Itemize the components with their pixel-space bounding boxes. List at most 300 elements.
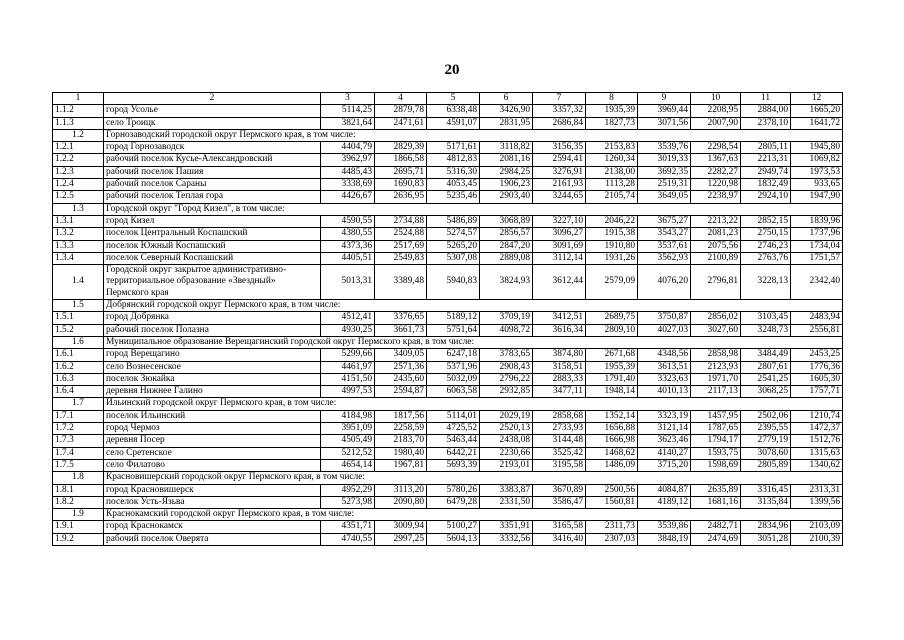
value-cell: 3091,69 [533,240,586,252]
value-cell: 2763,76 [741,252,791,264]
table-row [53,349,843,361]
value-cell: 1757,71 [791,386,843,398]
value-cell: 2331,50 [480,496,533,508]
value-cell: 2796,81 [691,265,741,300]
settlement-name: город Добрянка [104,312,321,324]
value-cell: 1593,75 [691,447,741,459]
value-cell: 2100,39 [791,533,843,545]
value-cell: 1935,39 [586,105,638,117]
value-cell: 1641,72 [791,117,843,129]
value-cell: 3195,58 [533,459,586,471]
value-cell: 2924,10 [741,191,791,203]
value-cell: 1665,20 [791,105,843,117]
value-cell: 2689,75 [586,312,638,324]
value-cell: 1973,53 [791,166,843,178]
settlement-name: село Сретенское [104,447,321,459]
table-row [53,228,843,240]
row-code: 1.9 [53,509,104,521]
group-row [53,300,843,312]
row-code: 1.6.1 [53,349,104,361]
value-cell: 1915,38 [586,228,638,240]
value-cell: 2474,69 [691,533,741,545]
value-cell: 5316,30 [427,166,480,178]
group-name: Красновишерский городской округ Пермского края, в том числе: [104,472,843,484]
value-cell: 3412,51 [533,312,586,324]
value-cell: 2908,43 [480,361,533,373]
value-cell: 2889,08 [480,252,533,264]
value-cell: 5171,61 [427,142,480,154]
value-cell: 2502,06 [741,410,791,422]
value-cell: 2949,74 [741,166,791,178]
table-row [53,410,843,422]
value-cell: 3121,14 [638,423,691,435]
value-cell: 1681,16 [691,496,741,508]
table-row [53,496,843,508]
value-cell: 1260,34 [586,154,638,166]
column-header-4: 4 [375,93,427,105]
value-cell: 4010,13 [638,386,691,398]
value-cell: 2520,13 [480,423,533,435]
value-cell: 2984,25 [480,166,533,178]
row-code: 1.6 [53,336,104,348]
settlement-name: поселок Ильинский [104,410,321,422]
row-code: 1.6.4 [53,386,104,398]
settlement-name: поселок Зюкайка [104,373,321,385]
value-cell: 4140,27 [638,447,691,459]
value-cell: 5114,01 [427,410,480,422]
value-cell: 2746,23 [741,240,791,252]
value-cell: 5273,98 [321,496,375,508]
settlement-name: рабочий поселок Полазна [104,324,321,336]
value-cell: 3351,91 [480,521,533,533]
value-cell: 5100,27 [427,521,480,533]
row-code: 1.5 [53,300,104,312]
value-cell: 3525,42 [533,447,586,459]
value-cell: 2282,27 [691,166,741,178]
row-code: 1.8.2 [53,496,104,508]
settlement-name: город Красновишерск [104,484,321,496]
table-row [53,423,843,435]
value-cell: 2549,83 [375,252,427,264]
table-row [53,533,843,545]
table-row [53,312,843,324]
table-row [53,166,843,178]
table-row [53,459,843,471]
value-cell: 5013,31 [321,265,375,300]
settlement-name: село Филатово [104,459,321,471]
value-cell: 3586,47 [533,496,586,508]
value-cell: 2183,70 [375,435,427,447]
row-code: 1.2.3 [53,166,104,178]
settlement-name: город Горнозаводск [104,142,321,154]
value-cell: 2103,09 [791,521,843,533]
value-cell: 2829,39 [375,142,427,154]
column-header-6: 6 [480,93,533,105]
value-cell: 3383,87 [480,484,533,496]
value-cell: 1666,98 [586,435,638,447]
value-cell: 5189,12 [427,312,480,324]
value-cell: 1948,14 [586,386,638,398]
value-cell: 1794,17 [691,435,741,447]
row-code: 1.9.2 [53,533,104,545]
value-cell: 3112,14 [533,252,586,264]
value-cell: 1832,49 [741,179,791,191]
value-cell: 2378,10 [741,117,791,129]
table-row [53,105,843,117]
column-header-8: 8 [586,93,638,105]
value-cell: 4380,55 [321,228,375,240]
value-cell: 3409,05 [375,349,427,361]
value-cell: 2307,03 [586,533,638,545]
value-cell: 1910,80 [586,240,638,252]
table-row [53,521,843,533]
value-cell: 1113,28 [586,179,638,191]
value-cell: 3376,65 [375,312,427,324]
settlement-name: Городской округ закрытое административно-территориальное образование «Звездный» Пермского края [104,265,321,300]
settlement-name: село Вознесенское [104,361,321,373]
value-cell: 2779,19 [741,435,791,447]
value-cell: 2213,22 [691,215,741,227]
row-code: 1.4 [53,265,104,300]
value-cell: 3078,60 [741,447,791,459]
value-cell: 4725,52 [427,423,480,435]
settlement-name: рабочий поселок Пашия [104,166,321,178]
row-code: 1.7.4 [53,447,104,459]
value-cell: 4512,41 [321,312,375,324]
value-cell: 3562,93 [638,252,691,264]
value-cell: 3389,48 [375,265,427,300]
value-cell: 3951,09 [321,423,375,435]
value-cell: 1980,40 [375,447,427,459]
value-cell: 5486,89 [427,215,480,227]
table-row [53,265,843,300]
value-cell: 2636,95 [375,191,427,203]
table-row [53,447,843,459]
value-cell: 3135,84 [741,496,791,508]
value-cell: 2556,81 [791,324,843,336]
table-row [53,386,843,398]
value-cell: 4053,45 [427,179,480,191]
value-cell: 4654,14 [321,459,375,471]
value-cell: 3649,05 [638,191,691,203]
value-cell: 3096,27 [533,228,586,240]
value-cell: 4930,25 [321,324,375,336]
value-cell: 1367,63 [691,154,741,166]
group-name: Краснокамский городской округ Пермского края, в том числе: [104,509,843,521]
settlement-name: город Кизел [104,215,321,227]
group-name: Городской округ "Город Кизел", в том числе: [104,203,843,215]
table-row [53,191,843,203]
value-cell: 2932,85 [480,386,533,398]
column-header-1: 1 [53,93,104,105]
value-cell: 4404,79 [321,142,375,154]
value-cell: 3612,44 [533,265,586,300]
value-cell: 2483,94 [791,312,843,324]
value-cell: 4084,87 [638,484,691,496]
value-cell: 4505,49 [321,435,375,447]
value-cell: 6338,48 [427,105,480,117]
value-cell: 1340,62 [791,459,843,471]
group-name: Добрянский городской округ Пермского края, в том числе: [104,300,843,312]
value-cell: 2524,88 [375,228,427,240]
value-cell: 6247,18 [427,349,480,361]
value-cell: 1791,40 [586,373,638,385]
settlement-name: поселок Усть-Язьва [104,496,321,508]
row-code: 1.5.2 [53,324,104,336]
value-cell: 1971,70 [691,373,741,385]
row-code: 1.3.1 [53,215,104,227]
value-cell: 3661,73 [375,324,427,336]
row-code: 1.7.3 [53,435,104,447]
value-cell: 3009,94 [375,521,427,533]
row-code: 1.7.1 [53,410,104,422]
value-cell: 2238,97 [691,191,741,203]
column-header-11: 11 [741,93,791,105]
settlement-name: поселок Южный Коспашский [104,240,321,252]
settlement-name: рабочий поселок Сараны [104,179,321,191]
value-cell: 6442,21 [427,447,480,459]
value-cell: 5114,25 [321,105,375,117]
row-code: 1.8.1 [53,484,104,496]
value-cell: 4952,29 [321,484,375,496]
value-cell: 2075,56 [691,240,741,252]
value-cell: 2856,57 [480,228,533,240]
value-cell: 933,65 [791,179,843,191]
value-cell: 4373,36 [321,240,375,252]
value-cell: 2671,68 [586,349,638,361]
settlement-name: село Троицк [104,117,321,129]
value-cell: 4189,12 [638,496,691,508]
value-cell: 3623,46 [638,435,691,447]
value-cell: 3027,60 [691,324,741,336]
value-cell: 2313,31 [791,484,843,496]
settlement-name: рабочий поселок Теплая гора [104,191,321,203]
value-cell: 2807,61 [741,361,791,373]
value-cell: 2230,66 [480,447,533,459]
row-code: 1.5.1 [53,312,104,324]
value-cell: 5032,09 [427,373,480,385]
value-cell: 1315,63 [791,447,843,459]
value-cell: 5371,96 [427,361,480,373]
value-cell: 2879,78 [375,105,427,117]
value-cell: 1737,96 [791,228,843,240]
value-cell: 2594,41 [533,154,586,166]
value-cell: 2858,68 [533,410,586,422]
value-cell: 2029,19 [480,410,533,422]
value-cell: 3821,64 [321,117,375,129]
group-row [53,472,843,484]
value-cell: 2193,01 [480,459,533,471]
value-cell: 3539,86 [638,521,691,533]
value-cell: 1512,76 [791,435,843,447]
column-header-9: 9 [638,93,691,105]
value-cell: 2750,15 [741,228,791,240]
value-cell: 1457,95 [691,410,741,422]
value-cell: 2997,25 [375,533,427,545]
value-cell: 2453,25 [791,349,843,361]
value-cell: 2117,13 [691,386,741,398]
row-code: 1.1.3 [53,117,104,129]
value-cell: 4184,98 [321,410,375,422]
value-cell: 2831,95 [480,117,533,129]
table-row [53,154,843,166]
value-cell: 2856,02 [691,312,741,324]
value-cell: 5751,64 [427,324,480,336]
row-code: 1.3.3 [53,240,104,252]
value-cell: 2883,33 [533,373,586,385]
table-row [53,361,843,373]
value-cell: 6063,58 [427,386,480,398]
value-cell: 3144,48 [533,435,586,447]
value-cell: 3051,28 [741,533,791,545]
value-cell: 4151,50 [321,373,375,385]
settlement-name: рабочий поселок Кусье-Александровский [104,154,321,166]
row-code: 1.9.1 [53,521,104,533]
value-cell: 3228,13 [741,265,791,300]
group-row [53,336,843,348]
row-code: 1.7.2 [53,423,104,435]
value-cell: 2161,93 [533,179,586,191]
value-cell: 4812,83 [427,154,480,166]
group-row [53,203,843,215]
table-row [53,117,843,129]
column-header-10: 10 [691,93,741,105]
header-row [53,93,843,105]
value-cell: 5604,13 [427,533,480,545]
value-cell: 3477,11 [533,386,586,398]
group-name: Муниципальное образование Верещагинский городской округ Пермского края, в том числе: [104,336,843,348]
table-row [53,142,843,154]
table-row [53,324,843,336]
value-cell: 2852,15 [741,215,791,227]
value-cell: 4348,56 [638,349,691,361]
value-cell: 3338,69 [321,179,375,191]
value-cell: 2734,88 [375,215,427,227]
value-cell: 3244,65 [533,191,586,203]
value-cell: 3071,56 [638,117,691,129]
value-cell: 5780,26 [427,484,480,496]
value-cell: 5212,52 [321,447,375,459]
value-cell: 2805,11 [741,142,791,154]
value-cell: 4076,20 [638,265,691,300]
value-cell: 2342,40 [791,265,843,300]
value-cell: 3323,63 [638,373,691,385]
settlement-name: город Верещагино [104,349,321,361]
value-cell: 1352,14 [586,410,638,422]
value-cell: 5463,44 [427,435,480,447]
value-cell: 5940,83 [427,265,480,300]
value-cell: 2258,59 [375,423,427,435]
value-cell: 3675,27 [638,215,691,227]
table-row [53,373,843,385]
value-cell: 3113,20 [375,484,427,496]
value-cell: 2208,95 [691,105,741,117]
settlement-name: деревня Посер [104,435,321,447]
group-row [53,509,843,521]
value-cell: 3019,33 [638,154,691,166]
value-cell: 1598,69 [691,459,741,471]
value-cell: 4590,55 [321,215,375,227]
settlement-name: рабочий поселок Оверята [104,533,321,545]
value-cell: 3332,56 [480,533,533,545]
row-code: 1.2.5 [53,191,104,203]
row-code: 1.2 [53,129,104,141]
value-cell: 5274,57 [427,228,480,240]
settlement-name: поселок Северный Коспашский [104,252,321,264]
value-cell: 2298,54 [691,142,741,154]
value-cell: 2519,31 [638,179,691,191]
value-cell: 3543,27 [638,228,691,240]
value-cell: 2395,55 [741,423,791,435]
value-cell: 1472,37 [791,423,843,435]
value-cell: 3426,90 [480,105,533,117]
row-code: 1.3 [53,203,104,215]
row-code: 1.2.1 [53,142,104,154]
value-cell: 1656,88 [586,423,638,435]
value-cell: 2594,87 [375,386,427,398]
value-cell: 3484,49 [741,349,791,361]
value-cell: 3156,35 [533,142,586,154]
value-cell: 2123,93 [691,361,741,373]
value-cell: 2796,22 [480,373,533,385]
value-cell: 1399,56 [791,496,843,508]
value-cell: 2517,69 [375,240,427,252]
value-cell: 3692,35 [638,166,691,178]
settlement-name: поселок Центральный Коспашский [104,228,321,240]
value-cell: 2847,20 [480,240,533,252]
table-row [53,484,843,496]
value-cell: 2733,93 [533,423,586,435]
value-cell: 2541,25 [741,373,791,385]
value-cell: 1210,74 [791,410,843,422]
value-cell: 3709,19 [480,312,533,324]
value-cell: 3158,51 [533,361,586,373]
value-cell: 3783,65 [480,349,533,361]
value-cell: 6479,28 [427,496,480,508]
value-cell: 1866,58 [375,154,427,166]
value-cell: 1931,26 [586,252,638,264]
row-code: 1.6.3 [53,373,104,385]
value-cell: 4426,67 [321,191,375,203]
table-row [53,240,843,252]
value-cell: 1787,65 [691,423,741,435]
column-header-7: 7 [533,93,586,105]
value-cell: 2090,80 [375,496,427,508]
row-code: 1.2.4 [53,179,104,191]
value-cell: 1486,09 [586,459,638,471]
row-code: 1.2.2 [53,154,104,166]
value-cell: 1751,57 [791,252,843,264]
group-row [53,129,843,141]
group-row [53,398,843,410]
group-name: Горнозаводский городской округ Пермского края, в том числе: [104,129,843,141]
value-cell: 3613,51 [638,361,691,373]
value-cell: 2081,23 [691,228,741,240]
value-cell: 1560,81 [586,496,638,508]
settlement-name: город Усолье [104,105,321,117]
value-cell: 3118,82 [480,142,533,154]
value-cell: 2007,90 [691,117,741,129]
value-cell: 1955,39 [586,361,638,373]
value-cell: 1839,96 [791,215,843,227]
value-cell: 2809,10 [586,324,638,336]
settlement-name: деревня Нижнее Галино [104,386,321,398]
value-cell: 2213,31 [741,154,791,166]
value-cell: 3962,97 [321,154,375,166]
table-row [53,215,843,227]
value-cell: 1827,73 [586,117,638,129]
value-cell: 2884,00 [741,105,791,117]
